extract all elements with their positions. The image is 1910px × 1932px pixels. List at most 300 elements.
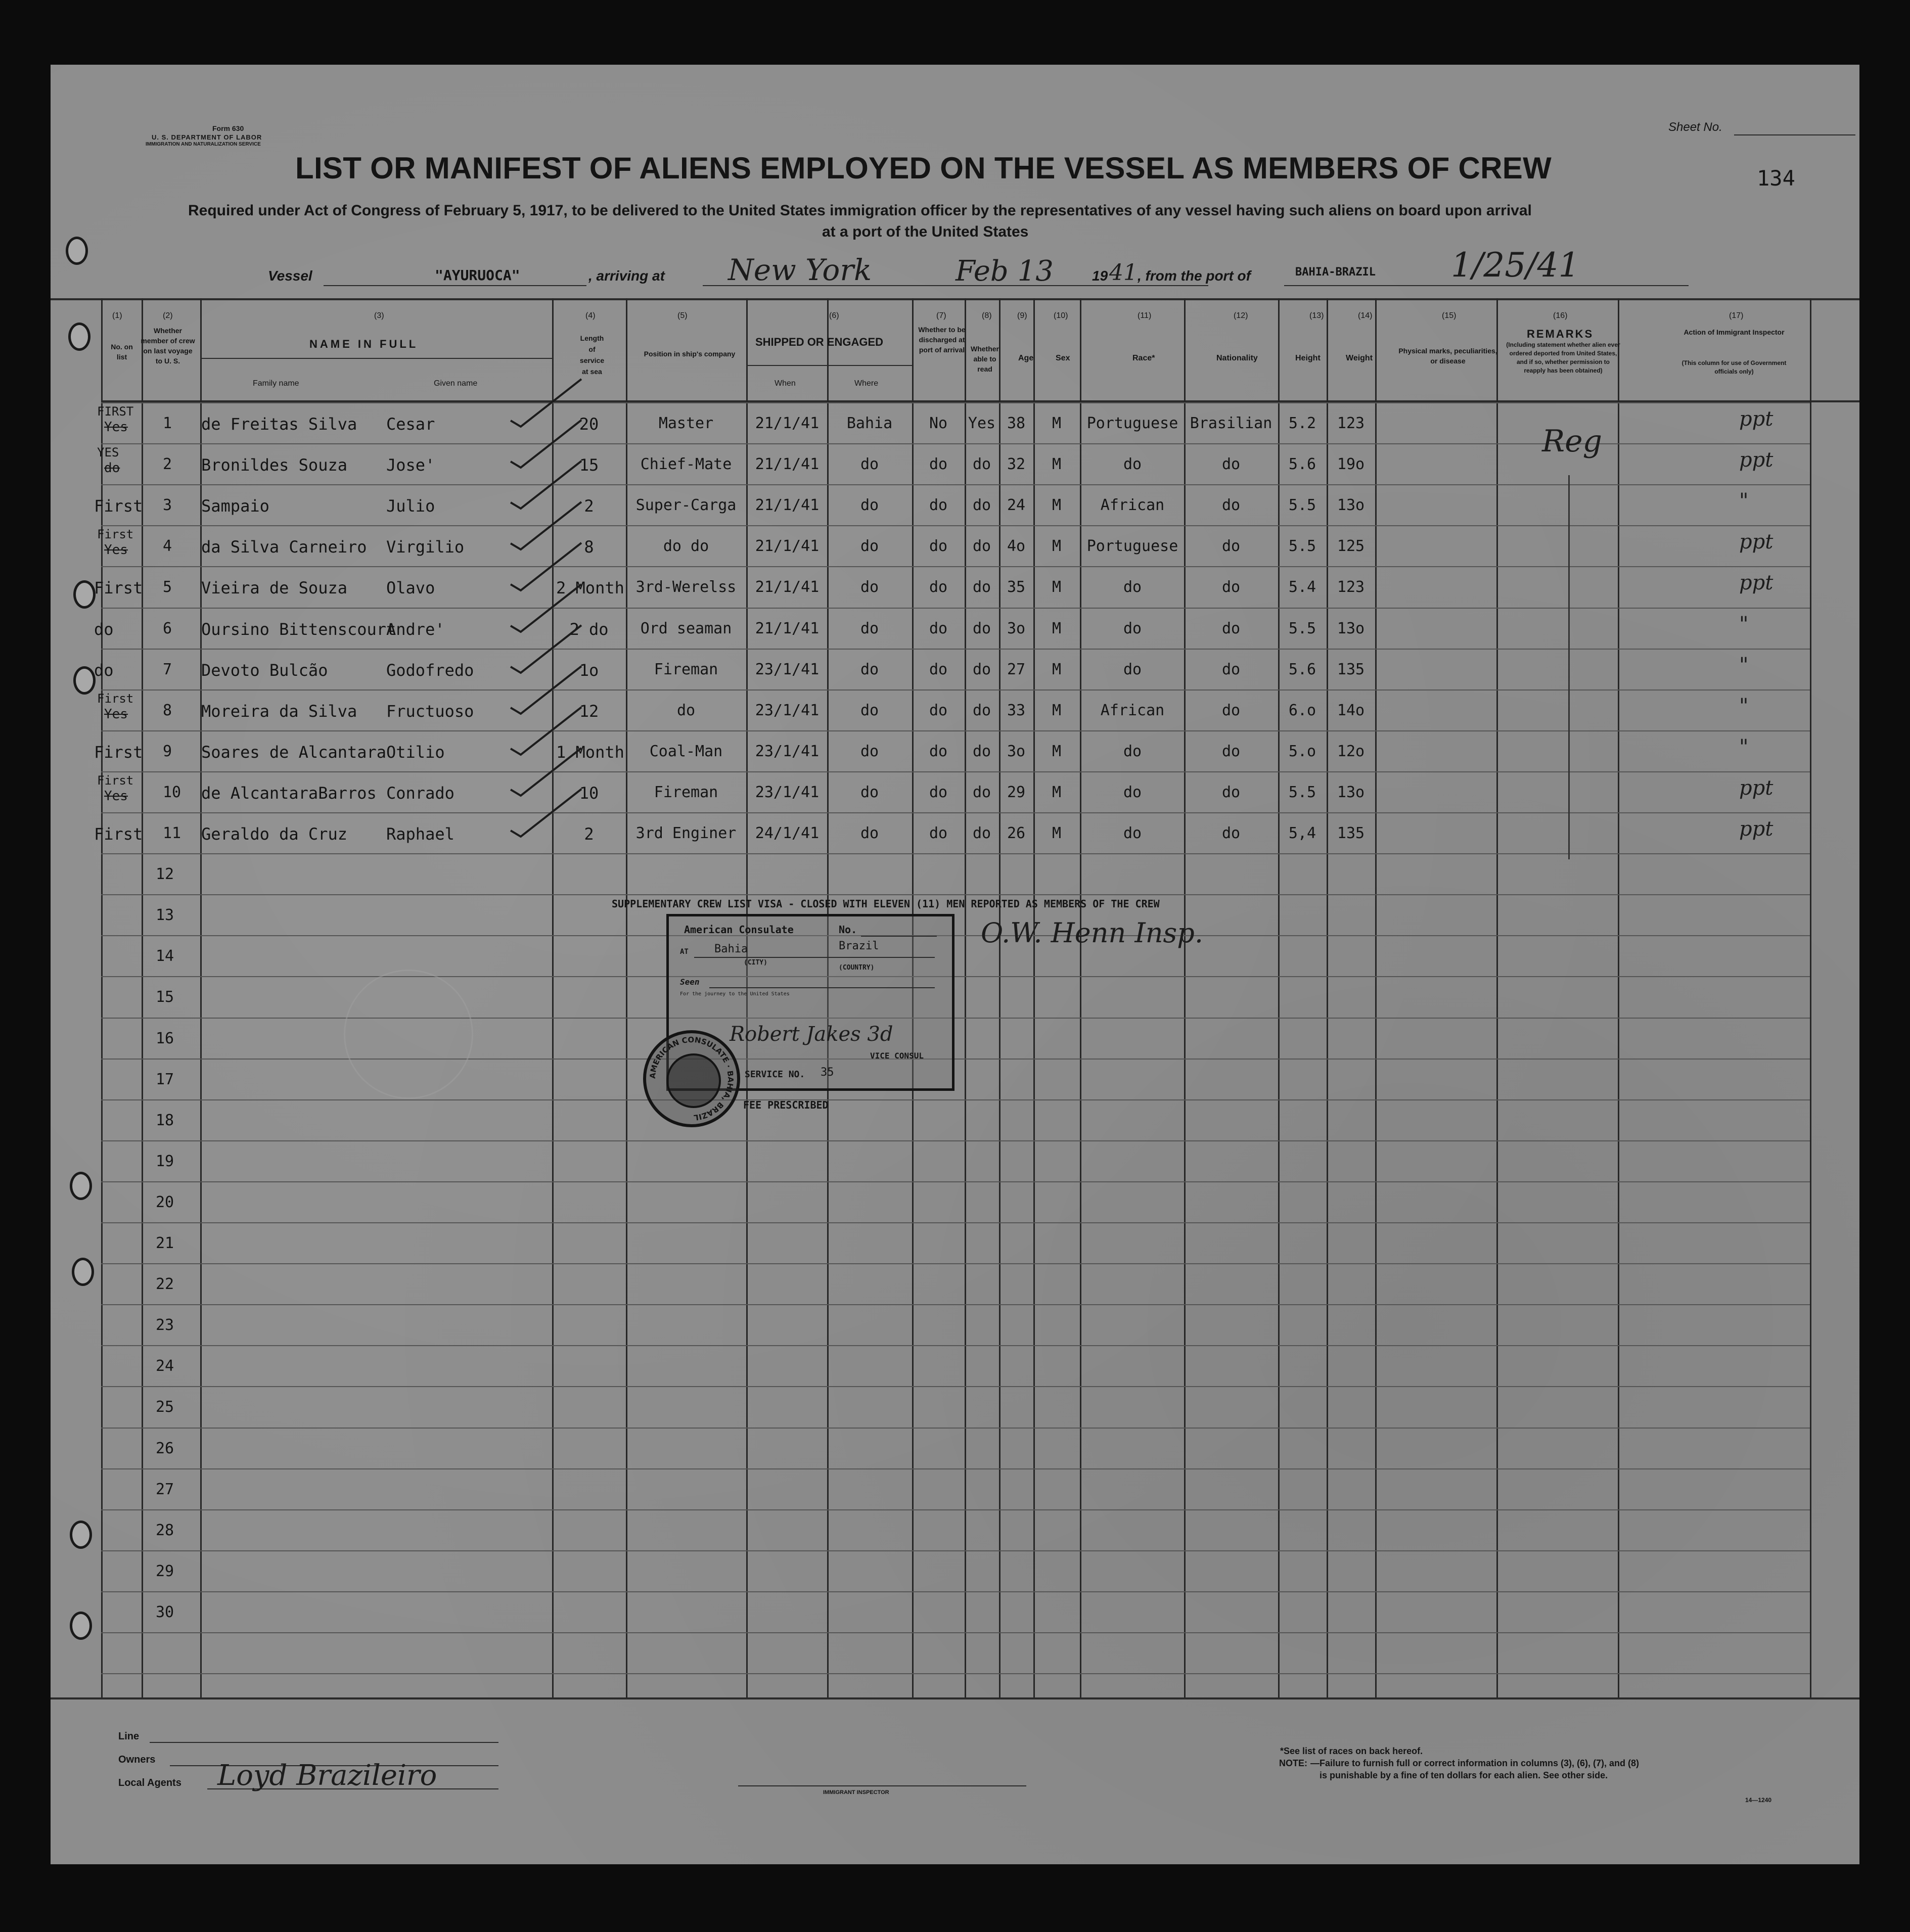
sheet-number-line [1734, 134, 1855, 135]
cell-where: do [860, 783, 879, 801]
stamp-at-label: AT [680, 948, 689, 956]
col-label-5: Position in ship's company [644, 350, 736, 358]
inspector-action: ppt [1739, 817, 1773, 841]
row-number: 12 [156, 865, 174, 884]
punch-hole [70, 1612, 92, 1640]
seal-text-ring [644, 1031, 740, 1127]
cell-nationality: do [1221, 783, 1241, 801]
row-divider [101, 1140, 1810, 1141]
col-label-4: Length of service at sea [579, 334, 605, 376]
row-divider [101, 1673, 1810, 1674]
row-number: 14 [156, 947, 174, 965]
cell-weight: 19o [1337, 455, 1365, 474]
row-number: 24 [156, 1357, 174, 1375]
cell-nationality: do [1221, 619, 1241, 637]
row-number: 22 [156, 1275, 174, 1294]
cell-sex: M [1052, 496, 1062, 515]
cell-read: do [972, 660, 991, 678]
cell-when: 23/1/41 [755, 783, 820, 801]
row-number: 30 [156, 1603, 174, 1621]
line-label: Line [118, 1731, 140, 1742]
prior-voyage-note: FIRST [97, 404, 134, 419]
row-divider [101, 853, 1810, 854]
cell-where: do [860, 578, 879, 596]
cell-when: 21/1/41 [755, 619, 820, 637]
form-number: Form 630 [212, 124, 244, 132]
col-num-14: (14) [1358, 311, 1373, 320]
cell-where: Bahia [846, 415, 893, 432]
column-divider [1080, 298, 1081, 1697]
cell-weight: 135 [1337, 660, 1365, 678]
row-divider [101, 976, 1810, 977]
row-number: 5 [163, 578, 172, 596]
cell-height: 5.5 [1288, 537, 1316, 556]
col-label-12: Nationality [1216, 354, 1258, 362]
cell-weight: 135 [1337, 824, 1365, 842]
cell-nationality: do [1221, 742, 1241, 760]
cell-service: 2 [584, 824, 594, 844]
prior-voyage-value: Yes [104, 420, 128, 435]
cell-family: de AlcantaraBarros [201, 783, 377, 803]
cell-family: Vieira de Souza [201, 578, 347, 598]
cell-sex: M [1052, 619, 1062, 637]
cell-service: 1o [579, 660, 599, 680]
inspector-action: ppt [1739, 776, 1773, 800]
cell-where: do [860, 824, 879, 842]
column-divider [1496, 298, 1498, 1697]
cell-given: Godofredo [386, 660, 474, 680]
arriving-at-value: New York [728, 253, 872, 287]
cell-age: 33 [1007, 701, 1026, 719]
row-divider [101, 1181, 1810, 1182]
cell-given: Julio [386, 496, 435, 516]
cell-race: Portuguese [1086, 537, 1178, 556]
cell-read: do [972, 619, 991, 637]
col-num-4: (4) [585, 311, 596, 320]
cell-position: Coal-Man [649, 742, 723, 760]
note-label: NOTE: [1279, 1758, 1307, 1768]
cell-discharged: do [929, 660, 948, 678]
cell-height: 5.5 [1288, 783, 1316, 801]
from-port-label: , from the port of [1138, 268, 1251, 284]
col-label-6: SHIPPED OR ENGAGED [755, 336, 884, 348]
row-divider [101, 1428, 1810, 1429]
col-label-3: NAME IN FULL [309, 338, 419, 350]
stamp-city: Bahia [714, 943, 748, 955]
annotation-date: 1/25/41 [1451, 246, 1580, 285]
cell-when: 23/1/41 [755, 742, 820, 760]
cell-age: 29 [1007, 783, 1026, 801]
stamp-city-caption: (CITY) [744, 959, 767, 967]
cell-race: do [1123, 578, 1142, 596]
sheet-number: 134 [1757, 166, 1795, 191]
stamp-fee-text: FEE PRESCRIBED [743, 1099, 829, 1111]
cell-where: do [860, 496, 879, 515]
prior-voyage-note: First [97, 773, 134, 788]
inspector-action: ppt [1739, 571, 1773, 595]
prior-voyage-value: do [104, 461, 120, 476]
cell-weight: 14o [1337, 701, 1365, 719]
prior-voyage-value: First [94, 578, 143, 598]
svg-text:AMERICAN CONSULATE · BAHIA, BR [648, 1035, 735, 1122]
cell-discharged: do [929, 455, 948, 474]
cell-discharged: do [929, 537, 948, 556]
supplementary-note: SUPPLEMENTARY CREW LIST VISA - CLOSED WITH ELEVEN (11) MEN REPORTED AS MEMBERS OF THE CREW [612, 898, 1160, 910]
row-number: 29 [156, 1562, 174, 1580]
cell-nationality: do [1221, 701, 1241, 719]
cell-height: 5.6 [1288, 660, 1316, 678]
cell-service: 2 Month [556, 578, 624, 598]
cell-family: Soares de Alcantara [201, 742, 387, 762]
col-label-10: Sex [1056, 354, 1070, 362]
col-num-9: (9) [1017, 311, 1027, 320]
cell-position: Super-Carga [635, 496, 737, 515]
from-port-underline [1284, 285, 1689, 286]
col-sublabel-17: (This column for use of Government officials only) [1681, 359, 1787, 375]
cell-discharged: No [929, 415, 948, 432]
prior-voyage-note: First [97, 691, 134, 706]
row-divider [101, 1632, 1810, 1633]
cell-position: do do [663, 537, 709, 556]
row-number: 13 [156, 906, 174, 925]
cell-when: 21/1/41 [755, 537, 820, 556]
cell-discharged: do [929, 496, 948, 515]
note-text-1: —Failure to furnish full or correct information in columns (3), (6), (7), and (8) [1310, 1758, 1640, 1768]
cell-discharged: do [929, 619, 948, 637]
inspector-caption: IMMIGRANT INSPECTOR [823, 1789, 889, 1796]
cell-age: 32 [1007, 455, 1026, 474]
cell-family: Geraldo da Cruz [201, 824, 347, 844]
cell-position: Fireman [654, 783, 718, 801]
cell-read: do [972, 824, 991, 842]
cell-sex: M [1052, 742, 1062, 760]
prior-voyage-value: Yes [104, 788, 128, 804]
cell-family: de Freitas Silva [201, 415, 357, 434]
row-divider [101, 1222, 1810, 1223]
cell-position: 3rd-Werelss [635, 578, 737, 596]
stamp-seen-line [709, 987, 935, 988]
row-number: 25 [156, 1398, 174, 1416]
row-divider [101, 771, 1810, 772]
inspector-action: " [1739, 612, 1749, 636]
cell-given: Otilio [386, 742, 445, 762]
cell-when: 23/1/41 [755, 660, 820, 678]
row-divider [101, 689, 1810, 691]
stamp-consul-title: VICE CONSUL [870, 1051, 924, 1061]
cell-family: Bronildes Souza [201, 455, 347, 475]
row-number: 2 [163, 455, 172, 474]
cell-nationality: do [1221, 578, 1241, 596]
row-divider [101, 1550, 1810, 1551]
cell-read: do [972, 578, 991, 596]
row-number: 16 [156, 1029, 174, 1047]
prior-voyage-value: First [94, 824, 143, 844]
row-divider [101, 812, 1810, 813]
stamp-signature: Robert Jakes 3d [730, 1023, 893, 1046]
row-number: 21 [156, 1234, 174, 1252]
row-divider [101, 1099, 1810, 1100]
cell-given: Fructuoso [386, 701, 474, 721]
cell-where: do [860, 660, 879, 678]
column-divider [1618, 298, 1619, 1697]
punch-hole [73, 666, 96, 695]
cell-given: Cesar [386, 415, 435, 434]
col-label-9: Age [1018, 354, 1034, 362]
cell-height: 5.4 [1288, 578, 1316, 596]
row-number: 11 [163, 824, 181, 842]
col-num-6: (6) [829, 311, 839, 320]
col-label-13: Height [1295, 354, 1321, 362]
col-num-3: (3) [374, 311, 384, 320]
stamp-no-label: No. [839, 924, 857, 936]
cell-when: 23/1/41 [755, 701, 820, 719]
col-sub-where: Where [854, 379, 879, 388]
stamp-country-caption: (COUNTRY) [839, 964, 875, 972]
consulate-seal [643, 1030, 740, 1127]
col-label-1: No. on list [111, 343, 133, 361]
cell-read: do [972, 496, 991, 515]
cell-age: 24 [1007, 496, 1026, 515]
cell-discharged: do [929, 824, 948, 842]
cell-sex: M [1052, 578, 1062, 596]
cell-weight: 125 [1337, 537, 1365, 556]
row-number: 7 [163, 660, 172, 678]
cell-when: 21/1/41 [755, 578, 820, 596]
row-divider [101, 649, 1810, 650]
cell-nationality: do [1221, 537, 1241, 556]
col-num-17: (17) [1729, 311, 1744, 320]
col-label-17: Action of Immigrant Inspector [1684, 328, 1785, 336]
cell-family: da Silva Carneiro [201, 537, 367, 557]
local-agents-label: Local Agents [118, 1777, 181, 1788]
punch-hole [70, 1521, 92, 1549]
prior-voyage-note: YES [97, 445, 119, 460]
form-code: 14—1240 [1745, 1797, 1772, 1804]
punch-hole [72, 1258, 94, 1286]
inspector-action: ppt [1739, 407, 1773, 431]
row-divider [101, 1263, 1810, 1264]
column-divider [1375, 298, 1377, 1697]
col-sub-when: When [775, 379, 796, 388]
name-header-divider [200, 358, 553, 359]
punch-hole [68, 323, 90, 351]
cell-where: do [860, 537, 879, 556]
sheet-label: Sheet No. [1668, 120, 1722, 134]
manifest-sheet [51, 65, 1859, 1864]
cell-sex: M [1052, 415, 1062, 432]
remarks-ditto-line [1568, 475, 1570, 859]
cell-nationality: Brasilian [1190, 415, 1272, 432]
cell-read: do [972, 701, 991, 719]
cell-height: 6.o [1288, 701, 1316, 719]
row-divider [101, 1386, 1810, 1387]
stamp-service-number: 35 [821, 1066, 834, 1079]
arriving-label: , arriving at [588, 268, 665, 284]
cell-height: 5.5 [1288, 496, 1316, 515]
row-divider [101, 1591, 1810, 1592]
cell-discharged: do [929, 701, 948, 719]
cell-age: 38 [1007, 415, 1026, 432]
page-title: LIST OR MANIFEST OF ALIENS EMPLOYED ON THE VESSEL AS MEMBERS OF CREW [295, 151, 1552, 185]
cell-service: 15 [579, 455, 599, 475]
stamp-header: American Consulate [684, 924, 794, 936]
row-number: 1 [163, 415, 172, 432]
row-divider [101, 608, 1810, 609]
row-divider [101, 1304, 1810, 1305]
row-number: 10 [163, 783, 181, 801]
cell-position: 3rd Enginer [635, 824, 737, 842]
row-divider [101, 1468, 1810, 1469]
cell-height: 5.o [1288, 742, 1316, 760]
cell-race: do [1123, 783, 1142, 801]
local-agents-value: Loyd Brazileiro [217, 1759, 437, 1792]
col-label-2: Whether member of crew on last voyage to U. S. [141, 327, 195, 365]
col-num-7: (7) [936, 311, 946, 320]
cell-service: 12 [579, 701, 599, 721]
cell-where: do [860, 619, 879, 637]
row-number: 18 [156, 1111, 174, 1129]
cell-nationality: do [1221, 455, 1241, 474]
cell-family: Oursino Bittenscourt [201, 619, 396, 639]
department-name: U. S. DEPARTMENT OF LABOR [152, 133, 262, 141]
cell-age: 27 [1007, 660, 1026, 678]
cell-height: 5.6 [1288, 455, 1316, 474]
note-text-2: is punishable by a fine of ten dollars for each alien. See other side. [1320, 1770, 1608, 1780]
cell-service: 20 [579, 415, 599, 434]
column-divider [626, 298, 627, 1697]
cell-given: Andre' [386, 619, 445, 639]
table-top-border [51, 298, 1859, 300]
prior-voyage-value: First [94, 496, 143, 516]
prior-voyage-value: do [94, 660, 114, 680]
cell-service: 10 [579, 783, 599, 803]
stamp-country: Brazil [839, 940, 879, 952]
cell-family: Moreira da Silva [201, 701, 357, 721]
cell-race: African [1100, 496, 1165, 515]
cell-sex: M [1052, 537, 1062, 556]
row-divider [101, 1345, 1810, 1346]
cell-age: 26 [1007, 824, 1026, 842]
seal-text: AMERICAN CONSULATE · BAHIA, BRAZIL [648, 1035, 736, 1122]
cell-age: 3o [1007, 742, 1026, 760]
embossed-seal [344, 970, 473, 1099]
cell-age: 3o [1007, 619, 1026, 637]
cell-where: do [860, 455, 879, 474]
col-num-2: (2) [163, 311, 173, 320]
from-port-value: BAHIA-BRAZIL [1295, 266, 1376, 279]
cell-weight: 13o [1337, 783, 1365, 801]
service-name: IMMIGRATION AND NATURALIZATION SERVICE [146, 142, 261, 147]
cell-sex: M [1052, 824, 1062, 842]
cell-sex: M [1052, 660, 1062, 678]
cell-weight: 13o [1337, 619, 1365, 637]
col-num-12: (12) [1234, 311, 1248, 320]
year-value: 41 [1109, 260, 1138, 286]
inspector-action: " [1739, 489, 1749, 513]
col-label-15: Physical marks, peculiarities, or disease [1398, 347, 1497, 365]
cell-sex: M [1052, 701, 1062, 719]
cell-race: do [1123, 824, 1142, 842]
cell-discharged: do [929, 783, 948, 801]
prior-voyage-value: Yes [104, 706, 128, 722]
inspector-action: ppt [1739, 448, 1773, 472]
cell-weight: 123 [1337, 578, 1365, 596]
line-field [150, 1742, 498, 1743]
cell-given: Jose' [386, 455, 435, 475]
races-note: *See list of races on back hereof. [1280, 1746, 1423, 1756]
vessel-name: "AYURUOCA" [435, 267, 520, 284]
row-divider [101, 935, 1810, 936]
cell-service: 2 [584, 496, 594, 516]
form-subtitle-1: Required under Act of Congress of February 5, 1917, to be delivered to the United States immigration officer by the representatives of any vessel having such aliens on board upon arrival [188, 202, 1532, 219]
cell-race: do [1123, 619, 1142, 637]
cell-weight: 123 [1337, 415, 1365, 432]
cell-when: 21/1/41 [755, 455, 820, 474]
row-number: 15 [156, 988, 174, 1006]
cell-family: Devoto Bulcão [201, 660, 328, 680]
col-num-8: (8) [982, 311, 992, 320]
arrival-date-value: Feb 13 [956, 255, 1054, 288]
cell-nationality: do [1221, 660, 1241, 678]
year-prefix: 19 [1092, 268, 1108, 284]
row-number: 4 [163, 537, 172, 556]
cell-race: Portuguese [1086, 415, 1178, 432]
cell-position: Fireman [654, 660, 718, 678]
row-divider [101, 484, 1810, 485]
row-divider [101, 525, 1810, 526]
form-subtitle-2: at a port of the United States [822, 223, 1029, 240]
cell-read: do [972, 783, 991, 801]
inspector-action: " [1739, 653, 1749, 677]
inspector-signature: O.W. Henn Insp. [981, 917, 1203, 949]
cell-position: Chief-Mate [640, 455, 732, 474]
stamp-service-label: SERVICE NO. [745, 1069, 805, 1080]
row-number: 26 [156, 1439, 174, 1457]
row-number: 9 [163, 742, 172, 760]
stamp-journey-text: For the journey to the United States [680, 991, 790, 997]
row-number: 3 [163, 496, 172, 515]
cell-when: 24/1/41 [755, 824, 820, 842]
cell-race: do [1123, 455, 1142, 474]
cell-race: do [1123, 660, 1142, 678]
col-label-16: REMARKS [1527, 328, 1594, 340]
vessel-underline [324, 285, 586, 286]
row-number: 20 [156, 1193, 174, 1211]
cell-family: Sampaio [201, 496, 269, 516]
remarks-handwritten: Reg [1542, 424, 1603, 459]
col-label-8: Whether able to read [971, 345, 999, 373]
col-sub-given: Given name [434, 379, 478, 388]
cell-discharged: do [929, 578, 948, 596]
shipped-header-divider [746, 365, 912, 366]
cell-read: do [972, 742, 991, 760]
cell-given: Olavo [386, 578, 435, 598]
cell-service: 1 Month [556, 742, 624, 762]
cell-weight: 13o [1337, 496, 1365, 515]
cell-given: Raphael [386, 824, 454, 844]
cell-where: do [860, 701, 879, 719]
prior-voyage-value: First [94, 742, 143, 762]
prior-voyage-value: Yes [104, 542, 128, 558]
cell-sex: M [1052, 455, 1062, 474]
cell-race: do [1123, 742, 1142, 760]
inspector-signature-line [738, 1785, 1026, 1786]
punch-hole [70, 1172, 92, 1200]
cell-height: 5.5 [1288, 619, 1316, 637]
table-bottom-border [51, 1697, 1859, 1699]
row-number: 8 [163, 701, 172, 719]
punch-hole [73, 580, 96, 609]
